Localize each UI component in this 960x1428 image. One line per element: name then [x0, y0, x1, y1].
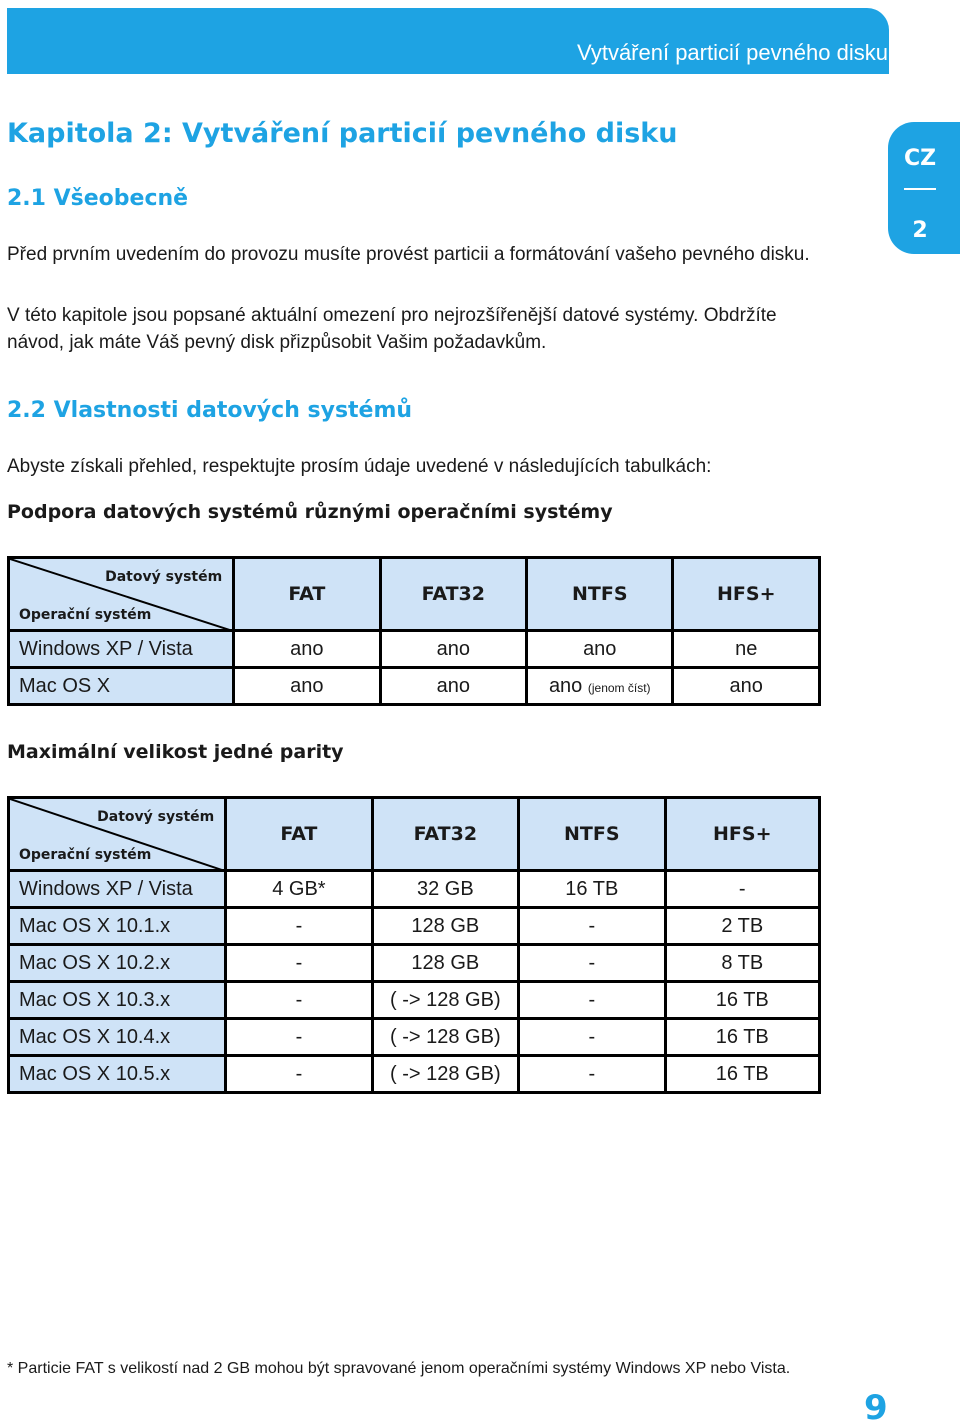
column-header: NTFS — [519, 798, 665, 871]
column-header: FAT32 — [372, 798, 519, 871]
value-text: ano — [548, 674, 583, 697]
value-cell: 128 GB — [372, 945, 519, 982]
language-label: CZ — [903, 146, 937, 171]
table-row — [9, 945, 820, 982]
value-cell: ano — [380, 631, 527, 668]
value-cell: - — [226, 945, 372, 982]
table2-heading: Maximální velikost jedné parity — [7, 741, 344, 763]
filesystem-support-table — [7, 556, 821, 706]
value-cell: - — [226, 908, 372, 945]
value-cell: 4 GB* — [226, 871, 372, 908]
value-cell: 16 TB — [665, 1019, 819, 1056]
table1-heading: Podpora datových systémů různými operačními systémy — [7, 501, 613, 523]
table-row — [9, 631, 820, 668]
value-cell: - — [519, 982, 665, 1019]
os-name-cell: Windows XP / Vista — [9, 871, 226, 908]
section-title-properties: 2.2 Vlastnosti datových systémů — [7, 398, 413, 423]
column-header: HFS+ — [665, 798, 819, 871]
column-header: HFS+ — [673, 558, 820, 631]
value-cell: ( -> 128 GB) — [372, 982, 519, 1019]
os-name-cell: Mac OS X 10.1.x — [9, 908, 226, 945]
value-cell: ( -> 128 GB) — [372, 1056, 519, 1093]
chapter-side-tab — [888, 122, 960, 254]
page-number: 9 — [864, 1388, 888, 1428]
paragraph-description: V této kapitole jsou popsané aktuální omezení pro nejrozšířenější datové systémy. Obdržíte návod, jak máte Váš pevný disk přizpůsobit Vašim požadavkům. — [7, 305, 777, 353]
tab-divider — [904, 188, 936, 190]
value-cell: 8 TB — [665, 945, 819, 982]
chapter-number: 2 — [912, 218, 928, 243]
column-header: FAT — [226, 798, 372, 871]
value-cell: 16 TB — [665, 1056, 819, 1093]
corner-label-filesystem: Datový systém — [97, 809, 215, 825]
table-row — [9, 1019, 820, 1056]
corner-label-os: Operační systém — [19, 607, 152, 623]
value-cell — [527, 668, 673, 705]
value-cell: - — [226, 1056, 372, 1093]
os-name-cell: Mac OS X — [9, 668, 234, 705]
column-header: NTFS — [527, 558, 673, 631]
value-cell: ano — [527, 631, 673, 668]
value-cell: 128 GB — [372, 908, 519, 945]
value-cell: - — [519, 908, 665, 945]
table-corner-cell — [9, 798, 226, 871]
table-row — [9, 1056, 820, 1093]
value-cell: - — [519, 1056, 665, 1093]
value-cell: ano — [234, 631, 380, 668]
value-cell: ne — [673, 631, 820, 668]
paragraph-intro: Před prvním uvedením do provozu musíte provést particii a formátování vašeho pevného disku. — [7, 244, 810, 265]
os-name-cell: Windows XP / Vista — [9, 631, 234, 668]
read-only-note: (jenom číst) — [587, 680, 651, 695]
footnote: * Particie FAT s velikostí nad 2 GB mohou být spravované jenom operačními systémy Windows XP nebo Vista. — [7, 1360, 791, 1377]
value-cell: 16 TB — [519, 871, 665, 908]
column-header: FAT32 — [380, 558, 527, 631]
value-cell: - — [226, 1019, 372, 1056]
os-name-cell: Mac OS X 10.5.x — [9, 1056, 226, 1093]
header-title: Vytváření particií pevného disku — [576, 40, 888, 65]
table-row — [9, 871, 820, 908]
value-cell: - — [665, 871, 819, 908]
table-header-row — [9, 558, 820, 631]
max-partition-size-table — [7, 796, 821, 1094]
section-title-general: 2.1 Všeobecně — [7, 186, 189, 211]
table-header-row — [9, 798, 820, 871]
value-cell: ( -> 128 GB) — [372, 1019, 519, 1056]
value-cell: - — [226, 982, 372, 1019]
value-cell: 16 TB — [665, 982, 819, 1019]
value-cell: - — [519, 945, 665, 982]
column-header: FAT — [234, 558, 380, 631]
os-name-cell: Mac OS X 10.4.x — [9, 1019, 226, 1056]
value-cell: ano — [380, 668, 527, 705]
value-cell: ano — [673, 668, 820, 705]
value-cell: 32 GB — [372, 871, 519, 908]
os-name-cell: Mac OS X 10.2.x — [9, 945, 226, 982]
corner-label-filesystem: Datový systém — [105, 569, 223, 585]
value-cell: ano — [234, 668, 380, 705]
os-name-cell: Mac OS X 10.3.x — [9, 982, 226, 1019]
table-row — [9, 908, 820, 945]
table-row — [9, 668, 820, 705]
table-corner-cell — [9, 558, 234, 631]
chapter-title: Kapitola 2: Vytváření particií pevného disku — [7, 118, 678, 149]
value-cell: - — [519, 1019, 665, 1056]
table-row — [9, 982, 820, 1019]
value-cell: 2 TB — [665, 908, 819, 945]
corner-label-os: Operační systém — [19, 847, 152, 863]
paragraph-overview: Abyste získali přehled, respektujte prosím údaje uvedené v následujících tabulkách: — [7, 456, 712, 477]
